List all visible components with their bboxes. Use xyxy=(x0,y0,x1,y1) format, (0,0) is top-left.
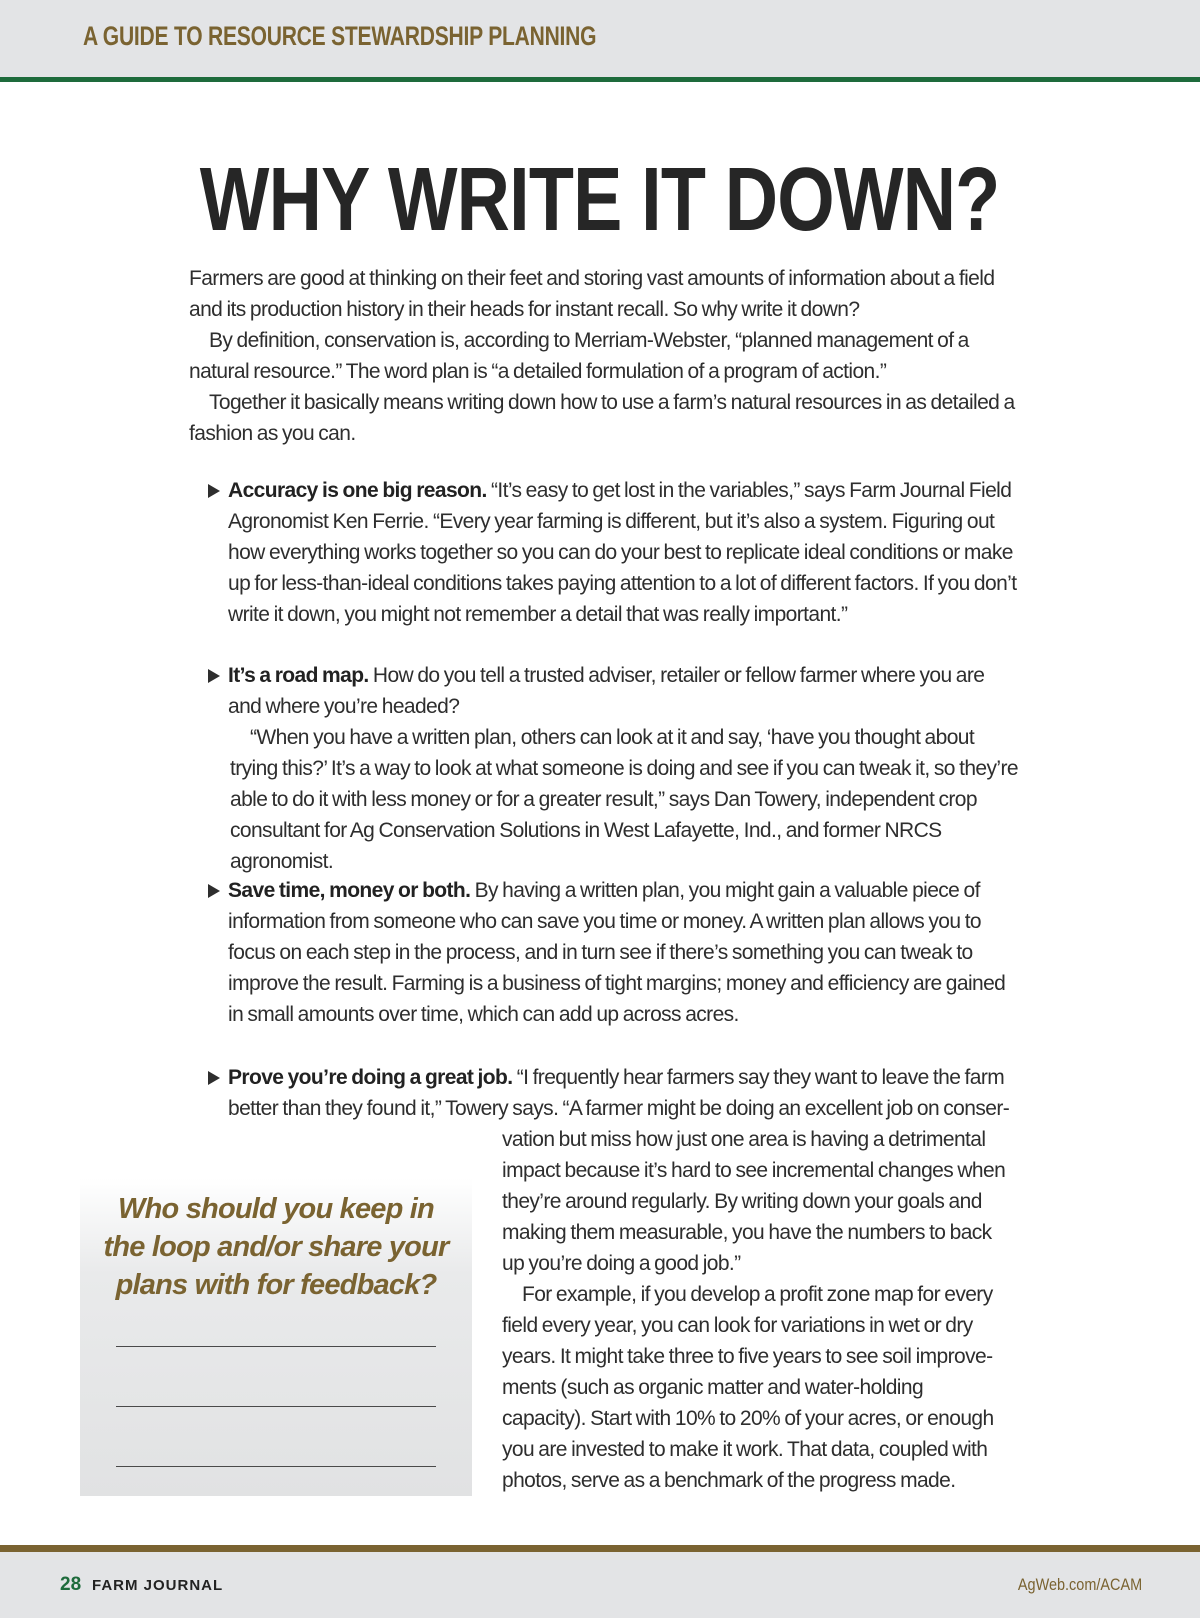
bullet-text: How do you tell a trusted adviser, retailer or fellow farmer where you are and where you’re headed? xyxy=(228,664,985,718)
triangle-bullet-icon xyxy=(208,484,220,498)
footer-url[interactable]: AgWeb.com/ACAM xyxy=(1017,1575,1142,1594)
feedback-sidebar xyxy=(80,1178,472,1496)
write-in-line[interactable] xyxy=(116,1346,436,1347)
bullet-lead: Prove you’re doing a great job. xyxy=(228,1066,513,1089)
bullet-text: By having a written plan, you might gain a valuable piece of information from someone who can save you time or money. A written plan allows you to focus on each step in the process, and in turn see if there’s something you can tweak to improve the result. Farming is a business of tight margins; money and efficiency are gained in small amounts over time, which can add up across acres. xyxy=(228,879,1006,1026)
continued-paragraph: vation but miss how just one area is having a detrimental impact because it’s hard to see incremental changes when they’re around regularly. By writing down your goals and making them measurable, you have the numbers to back up you’re doing a good job.” xyxy=(502,1128,1006,1275)
bullet-item xyxy=(208,660,1018,877)
sidebar-question: Who should you keep in the loop and/or share your plans with for feedback? xyxy=(103,1193,449,1301)
page-number: 28 xyxy=(60,1574,82,1595)
triangle-bullet-icon xyxy=(208,669,220,683)
intro-paragraph: By definition, conservation is, according to Merriam-Webster, “planned management of a natural resource.” The word plan is “a detailed formulation of a program of action.” xyxy=(189,329,969,383)
bullet-item xyxy=(208,475,1018,630)
bullet-text: “I frequently hear farmers say they want to leave the farm better than they found it,” Towery says. “A farmer might be doing an excellent job on conser- xyxy=(228,1066,1010,1120)
continued-text xyxy=(502,1124,1007,1496)
page-title: WHY WRITE IT DOWN? xyxy=(200,150,1000,250)
write-in-line[interactable] xyxy=(116,1466,436,1467)
write-in-line[interactable] xyxy=(116,1406,436,1407)
bullet-quote: “When you have a written plan, others can look at it and say, ‘have you thought about trying this?’ It’s a way to look at what someone is doing and see if you can tweak it, so they’re able to do it with less money or for a greater result,” says Dan Towery, independent crop consultant for Ag Conservation Solutions in West Lafayette, Ind., and former NRCS agronomist. xyxy=(230,726,1018,873)
bullet-lead: Save time, money or both. xyxy=(228,879,471,902)
page-header xyxy=(0,0,1200,82)
section-title: A GUIDE TO RESOURCE STEWARDSHIP PLANNING xyxy=(83,21,597,51)
intro-paragraph: Farmers are good at thinking on their feet and storing vast amounts of information about a field and its production history in their heads for instant recall. So why write it down? xyxy=(189,267,995,321)
intro-text xyxy=(189,263,1019,449)
magazine-name: FARM JOURNAL xyxy=(92,1577,224,1594)
bullet-text: “It’s easy to get lost in the variables,” says Farm Journal Field Agronomist Ken Ferrie. “Every year farming is different, but it’s also a system. Figuring out how everything works together so you can do your best to replicate ideal conditions or make up for less-than-ideal conditions takes paying attention to a lot of different factors. If you don’t write it down, you might not remember a detail that was really important.” xyxy=(228,479,1017,626)
bullet-lead: It’s a road map. xyxy=(228,664,369,687)
continued-paragraph: For example, if you develop a profit zone map for every field every year, you can look for variations in wet or dry years. It might take three to five years to see soil improvements (such as organic matter and water-holding capacity). Start with 10% to 20% of your acres, or enough you are invested to make it work. That data, coupled with photos, serve as a benchmark of the progress made. xyxy=(502,1283,994,1492)
bullet-lead: Accuracy is one big reason. xyxy=(228,479,487,502)
bullet-item xyxy=(208,875,1018,1030)
page-footer xyxy=(0,1545,1200,1618)
triangle-bullet-icon xyxy=(208,884,220,898)
intro-paragraph: Together it basically means writing down how to use a farm’s natural resources in as detailed a fashion as you can. xyxy=(189,391,1015,445)
bullet-item xyxy=(208,1062,1018,1124)
triangle-bullet-icon xyxy=(208,1071,220,1085)
